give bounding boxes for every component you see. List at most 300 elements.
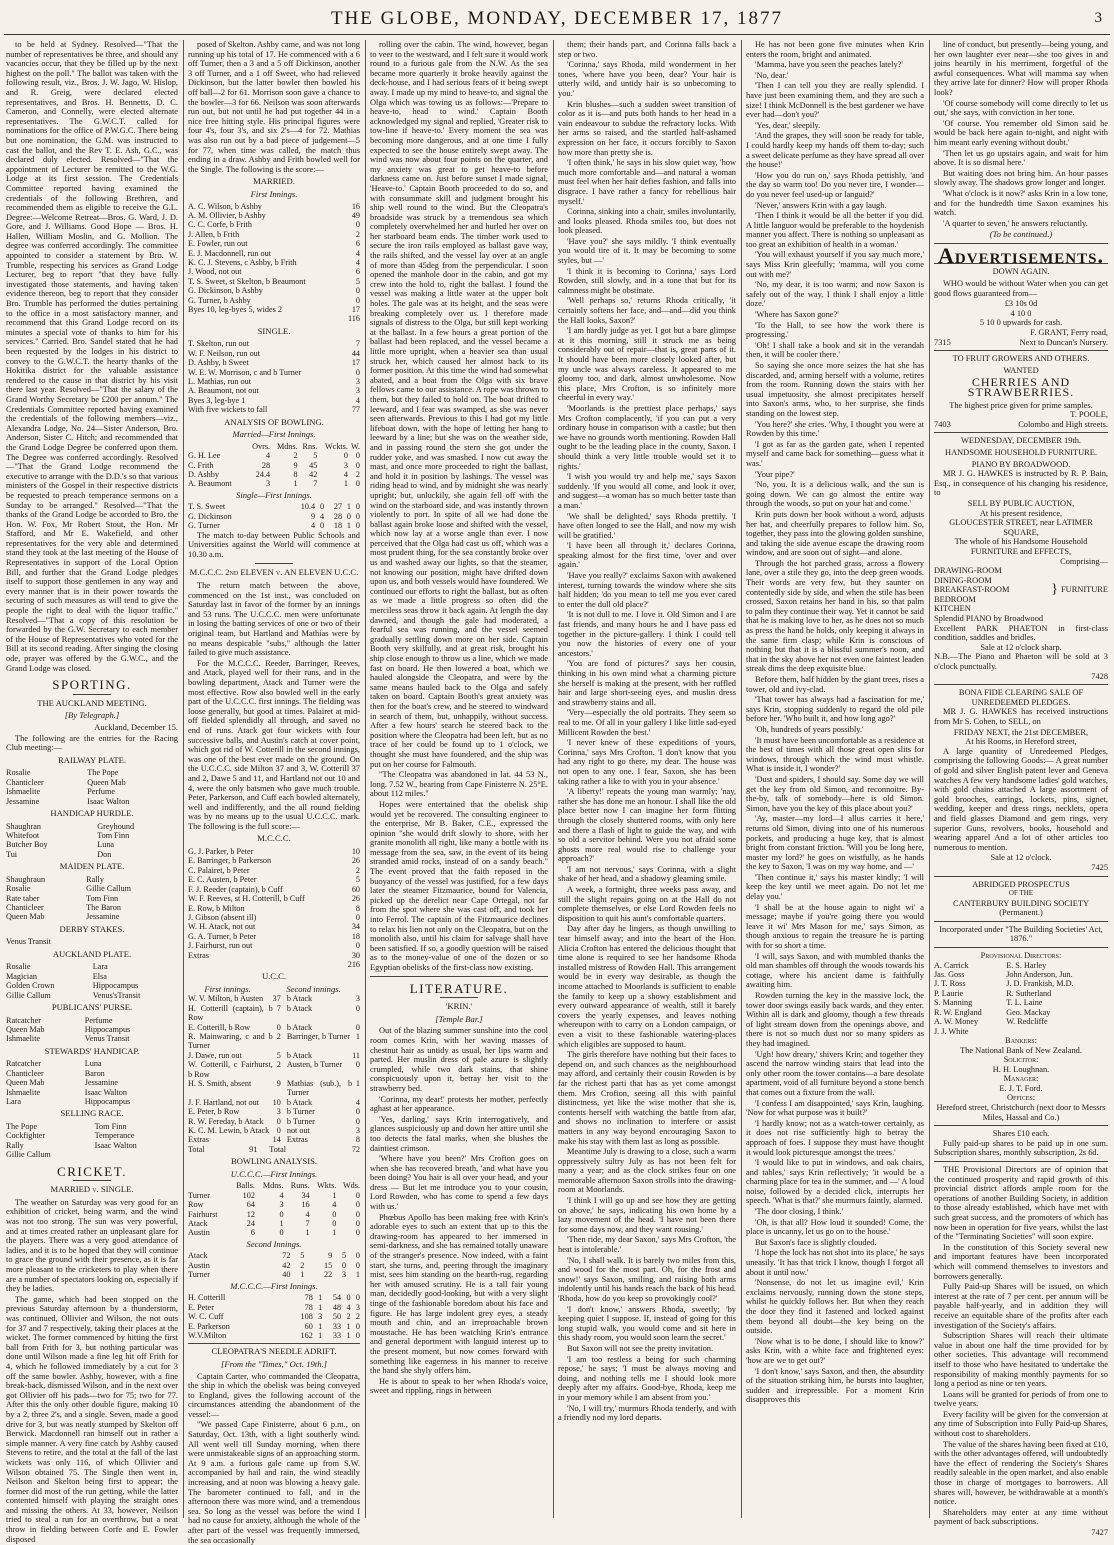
table-cell: 8 bbox=[355, 1135, 360, 1145]
table-cell: 1 bbox=[346, 1330, 351, 1340]
table-cell: b Turner bbox=[286, 1107, 315, 1117]
table-row bbox=[188, 866, 360, 875]
story-col5-p16: 'You here?' she cries. 'Why, I thought you were at Rowden by this time.' bbox=[746, 419, 924, 439]
table-cell: 0 bbox=[355, 1321, 360, 1331]
table-row bbox=[188, 941, 360, 950]
table-cell: 8 bbox=[293, 470, 298, 480]
race-table bbox=[6, 962, 178, 1000]
ad2-wanted: WANTED bbox=[1003, 365, 1039, 375]
race-entry-right: Elsa bbox=[92, 971, 107, 981]
table-cell: 1 bbox=[318, 1293, 323, 1303]
race-row bbox=[6, 1088, 178, 1097]
mccc-para-2: For the M.C.C.C. Reeder, Barringer, Reeves, and Atack, played well for their runs, and in the bowling department, Atack and Turner were the most effective. Row also bowled well in the early part of the U.C.C.C. first innings. The fielding was loose generally, but good at times. Palairet at mid-off fielded splendidly all through, and saved no end of runs. Atack got four wickets with four successive balls, and Austin's catch at cover point, which got rid of W. Cotterill in the second innings, was one of the best ever made on the ground. On the U.C.C.C. side Milton 37 and 3, W. Cotterill 37 and 2, Dawe 5 and 11, and Hartland not out 10 and 4, were the only batsmen who gave much trouble. Peter, Parkerson, and Cuff each bowled alternately, well and indifferently, and the all round fielding was by no means up to the usual U.C.C.C. mark. The following is the full score:— bbox=[188, 658, 360, 831]
table-row bbox=[188, 368, 360, 377]
race-row bbox=[6, 1016, 178, 1025]
table-cell: 0 bbox=[355, 1209, 360, 1219]
race-entry-left: Chanticleer bbox=[6, 903, 44, 912]
table-cell: 0 bbox=[355, 912, 360, 922]
ad3-sub: PIANO BY BROADWOOD. bbox=[971, 459, 1071, 469]
column-rule bbox=[553, 40, 554, 1518]
table-cell: 45 bbox=[309, 460, 318, 470]
table-cell: R. Mainwaring, c and b Turner bbox=[188, 1031, 273, 1051]
table-row bbox=[188, 913, 360, 922]
table-cell: 0 bbox=[355, 1107, 360, 1117]
table-cell: 48 bbox=[332, 1302, 342, 1312]
bowl-table-2 bbox=[188, 1251, 360, 1279]
table-cell: 2 bbox=[355, 229, 360, 239]
ad5-offices: Hereford street, Christchurch (next door to Messrs Miles, Hassal and Co.) bbox=[936, 1103, 1106, 1122]
race-entry-left: Queen Mab bbox=[6, 912, 45, 922]
table-cell: A. Beaumont, not out bbox=[188, 386, 259, 396]
ad5-para-1: THE Provisional Directors are of opinion that the continued prosperity and rapid growth of this provincial district affords ample room for the operations of another Building Society, in addition to those already established, which have met with such great success, and the promoters of which has now been in operation for five years, whilst the last of the "Terminating Societies" will soon expire. bbox=[934, 1165, 1108, 1242]
table-cell: 0 bbox=[355, 1022, 360, 1032]
cricket-para-1: The weather on Saturday was very good for an exhibition of cricket, being warm, and the wind was not too strong. The sun was very powerful, and at times created rather an unpleasant glare for the players. There was a very good attendance of ladies, and it is to be hoped that they will continue to grace the ground with their presence, as it is far more pleasant to the cricketers to play when there are a number of spectators looking on, especially if they be ladies. bbox=[6, 1197, 178, 1294]
table-cell: E. C. Austen, b Peter bbox=[188, 875, 257, 885]
table-cell: E. Peter, b Row bbox=[188, 1107, 240, 1117]
ad5-title: ABRIDGED PROSPECTUS bbox=[972, 879, 1070, 889]
ad4-date: FRIDAY NEXT, the 21st DECEMBER, bbox=[953, 727, 1089, 737]
ad4-items: A large quantity of Unredeemed Pledges, comprising the following Goods:— A great number of gold and silver English patent lever and Geneva watches A few very handsome ladies' gold watches, with gold chains attached A large assortment of gold brooches, earrings, lockets, pins, signet, wedding, keeper and dress rings, necklets, opera and field glasses Diamond and gem rings, very superior Guns, revolvers, books, household and wearing apparel And a lot of other articles too numerous to mention. bbox=[934, 746, 1108, 852]
story-col5-p5: 'Yes, dear,' sleepily. bbox=[755, 120, 821, 130]
story-col5-p21: Through the hot parched grass, across a flowery lane, over a stile they go, into the deep green woods. Their words are very few, but they saunter on contentedly side by side, and when the stile has been crossed, Saxon retains her hand in his, so that palm to palm they continue their way. Yet it cannot be said that he is making love to her, as he does not so much as press the hand he holds, only keeping it always in the same firm clasp; while Krin is conscious of nothing but that it is a blissful summer's noon, and that in the sky above her not even one faintest leaden streak dims the deep exquisite blue. bbox=[746, 558, 924, 674]
table-cell: D. Ashby, b Sweet bbox=[188, 358, 249, 368]
table-cell: b Atack bbox=[286, 1022, 313, 1032]
table-row bbox=[188, 1004, 360, 1023]
literature-heading: LITERATURE. bbox=[409, 980, 509, 996]
race-row bbox=[6, 991, 178, 1000]
to-be-continued: (To be continued.) bbox=[989, 229, 1053, 240]
table-row bbox=[188, 1107, 360, 1116]
ad3-date: WEDNESDAY, DECEMBER 19th. bbox=[960, 436, 1082, 446]
table-row bbox=[188, 358, 360, 367]
race-entry-left: Shaughraun bbox=[6, 874, 46, 884]
table-row bbox=[934, 989, 1108, 998]
table-cell: G. Turner bbox=[188, 521, 220, 531]
story-para-1: Out of the blazing summer sunshine into the cool room comes Krin, with her waving masses of chestnut hair as untidy as usual, her lips warm and parted. Her muslin dress of pale azure is slightly crumpled, while two dark stains, that shine conspicuously upon it, betray her visit to the strawberry bed. bbox=[370, 1026, 548, 1093]
table-cell: 17 bbox=[351, 304, 360, 314]
table-cell: 1 bbox=[343, 479, 348, 489]
story-col6-p2: 'Of course somebody will come directly to let us out,' she says, with conviction in her tone. bbox=[934, 98, 1108, 118]
race-row bbox=[6, 831, 178, 840]
table-row bbox=[188, 894, 360, 903]
table-row bbox=[188, 856, 360, 865]
table-cell: 24 bbox=[246, 1219, 255, 1229]
table-cell: 28 bbox=[261, 460, 271, 470]
table-row bbox=[188, 1098, 360, 1107]
race-row bbox=[6, 1078, 178, 1087]
divider bbox=[934, 1161, 1108, 1162]
table-row bbox=[188, 502, 360, 511]
story-col4-p18: 'I never knew of these expeditions of yours, Corinna,' says Mrs Crofton. 'I don't know that you had any right to go there, my dear. The house was not open to any one. I fear, Saxon, she has been taking rather a like to with you in your absence.' bbox=[558, 738, 736, 786]
race-entry-right: Gillie Callum bbox=[86, 884, 131, 894]
ad2-footer bbox=[934, 420, 1108, 430]
story-col5-p6: 'And the grapes, they will soon be ready for table, I could hardly keep my hands off them to-day; such a sweet delicate perfume as they have spread all over the house!' bbox=[746, 131, 924, 170]
table-cell: T. S. Sweet, st Skelton, b Beaumont bbox=[188, 276, 306, 286]
story-col5-p35: 'I would like to put in windows, and oak chairs, and tables,' says Krin reflectively; 'it would be a charming place for tea in the summer, and —' A loud noise, followed by a decided click, interrupts her speech. 'What is that?' she murmurs faintly, alarmed. bbox=[746, 1158, 924, 1206]
table-row bbox=[188, 442, 360, 451]
race-row bbox=[6, 1122, 178, 1131]
table-cell: 3 bbox=[279, 1200, 284, 1210]
table-cell: A. M. Ollivier, b Ashby bbox=[188, 210, 266, 220]
analysis-sub-2: Single—First Innings. bbox=[236, 489, 312, 500]
ad2-address: Colombo and High streets. bbox=[1018, 419, 1108, 429]
ad1-body: WHO would be without Water when you can get good flows guaranteed from— bbox=[934, 279, 1108, 298]
table-row bbox=[188, 1117, 360, 1126]
race-entry-left: Butcher Boy bbox=[6, 840, 48, 850]
cleopatra-para-1: Captain Carter, who commanded the Cleopatra, the ship in which the obelisk was being conveyed to England, gives the following account of the circumstances attending the abandonment of the vessel:— bbox=[188, 1371, 360, 1419]
table-cell: A. C. Wilson, b Ashby bbox=[188, 201, 262, 211]
table-row bbox=[188, 305, 360, 314]
cleopatra-heading: CLEOPATRA'S NEEDLE ADRIFT. bbox=[211, 1346, 337, 1357]
table-row bbox=[934, 1027, 1108, 1036]
table-cell: 5 bbox=[355, 276, 360, 286]
table-cell: 3 bbox=[341, 1270, 347, 1280]
story-para-5: Phœbus Apollo has been making free with Krin's adorable eyes to such an extent that up to this the drawing-room has appeared to her immersed in semi-darkness, and she has remained totally unaware of the stranger's presence. Now indeed, with a faint start, she turns, and, peering through the imaginary mist, sees him standing on the hearth-rug, regarding her with amused scrutiny. He is a tall fair young man, decidedly good-looking, but with a very slight tinge of the fashionable boredom about his face and figure. He has large indolent grey eyes, a steady mouth and chin, and an irreproachable brown moustache. He has been watching Krin's entrance and general deportment with languid interest up to the present moment, but now comes forward with something like eagerness in his manner to receive the hand she shyly offers him. bbox=[370, 1212, 548, 1376]
story-col5-p17: 'I got as far as the garden gate, when I repented myself and came back for something—guess what it was.' bbox=[746, 439, 924, 468]
table-cell: 0 bbox=[355, 941, 360, 951]
story-col4-p24: Meantime July is drawing to a close, such a warm oppressively sultry July as has not been felt for many a year; and as the clock strikes four on one memorable afternoon Saxon strolls into the drawing-room at Moorlands. bbox=[558, 1147, 736, 1195]
table-cell: b Turner bbox=[286, 1116, 315, 1126]
table-cell: 34 bbox=[301, 1190, 310, 1200]
race-entry-right: Hippocampus bbox=[84, 1097, 131, 1107]
race-entry-right: Isaac Walton bbox=[94, 1140, 137, 1150]
table-cell: not out bbox=[286, 1126, 310, 1136]
story-col4-p25: 'I think I will go up and see how they are getting on above,' he says, indicating his own home by a lazy movement of the head. 'I have not been there for some days now, and they want rousing.' bbox=[558, 1196, 736, 1234]
table-row bbox=[188, 932, 360, 941]
table-cell: R. W. England bbox=[934, 1007, 982, 1017]
table-cell: Jas. Goss bbox=[934, 970, 965, 980]
table-cell: 4 bbox=[355, 395, 360, 405]
table-cell: 11 bbox=[352, 1050, 360, 1060]
table-row bbox=[188, 1051, 360, 1060]
table-cell: T. S. Sweet bbox=[188, 502, 226, 512]
table-cell: 1 bbox=[293, 479, 298, 489]
table-row bbox=[934, 970, 1108, 979]
table-cell: L. Mathias, run out bbox=[188, 377, 251, 386]
table-cell: 0 bbox=[346, 1293, 351, 1303]
race-entry-right: Don bbox=[97, 849, 112, 859]
table-cell: J. T. Ross bbox=[934, 979, 966, 989]
divider bbox=[934, 1125, 1108, 1126]
table-cell: 0 bbox=[320, 502, 325, 512]
married-total-value: 116 bbox=[348, 314, 360, 324]
ad1-address: Next to Duncan's Nursery. bbox=[1019, 337, 1108, 347]
column-rule bbox=[365, 40, 366, 1518]
ad3-piano: Splendid PIANO by Broadwood bbox=[934, 614, 1044, 624]
table-cell: 16 bbox=[301, 1200, 310, 1210]
table-cell: 10 bbox=[351, 847, 360, 857]
table-cell: E. S. Harley bbox=[1006, 960, 1047, 970]
ad5-offices-label: Offices: bbox=[1006, 1093, 1036, 1103]
race-row bbox=[6, 884, 178, 893]
column-rule bbox=[741, 40, 742, 1518]
table-cell: 3 bbox=[276, 1107, 281, 1117]
table-cell: b Atack bbox=[286, 1097, 313, 1107]
story-col4-p13: 'I have been all through it,' declares Corinna, speaking almost for the first time, 'over and over again.' bbox=[558, 541, 736, 570]
ad3-whole: The whole of his Handsome Household FURNITURE and EFFECTS, bbox=[954, 537, 1088, 556]
story-col5-p41: 'Now what is to be done, I should like to know?' asks Krin, with a white face and frightened eyes: 'how are we to get out?' bbox=[746, 1336, 924, 1365]
table-row bbox=[188, 1270, 360, 1279]
table-cell: 0 bbox=[355, 367, 360, 377]
story-col4-p12: 'We shall be delighted,' says Rhoda prettily. 'I have often longed to see the Hall, and now my wish will be gratified.' bbox=[558, 511, 736, 540]
table-cell: 0 bbox=[355, 451, 360, 461]
table-cell: E. Row, b Milton bbox=[188, 903, 245, 913]
table-cell: 3 bbox=[355, 377, 360, 386]
race-table bbox=[6, 1016, 178, 1044]
masthead-title: THE GLOBE, MONDAY, DECEMBER 17, 1877 bbox=[330, 8, 784, 29]
table-cell: 0 bbox=[276, 1022, 281, 1032]
table-cell: 78 bbox=[304, 1293, 313, 1303]
masthead bbox=[0, 0, 1114, 36]
table-row bbox=[188, 875, 360, 884]
table-cell: 6 bbox=[355, 239, 360, 249]
table-cell: 1 bbox=[332, 1190, 337, 1200]
ad1-signature: F. GRANT, Ferry road, bbox=[1030, 328, 1108, 338]
table-row bbox=[188, 1191, 360, 1200]
ad5-of: OF THE bbox=[1008, 889, 1034, 898]
story-col5-p20: Krin puts down her book without a word, adjusts her hat, and cheerfully prepares to follow him. So, together, they pass into the glowing golden sunshine, and taking the side avenue escape the drawing room window, and are soon out of sight—and alone. bbox=[746, 509, 924, 558]
table-cell: 2 bbox=[355, 1312, 360, 1322]
race-table bbox=[6, 937, 178, 946]
table-cell: 0 bbox=[355, 511, 360, 521]
table-cell: 1 bbox=[346, 1321, 351, 1331]
table-cell: 0 bbox=[279, 1209, 284, 1219]
table-cell: 1 bbox=[318, 1302, 323, 1312]
table-cell: 4 bbox=[332, 1200, 337, 1210]
brace-icon: } bbox=[1051, 582, 1058, 598]
table-cell: 102 bbox=[242, 1190, 255, 1200]
table-cell: 24.4 bbox=[255, 470, 271, 480]
table-row bbox=[934, 979, 1108, 988]
table-row bbox=[188, 1210, 360, 1219]
table-cell: W. E. W. Morrison, c and b Turner bbox=[188, 367, 302, 377]
race-entry-left: Ishmaelite bbox=[6, 787, 41, 797]
table-cell: G. J. Parker, b Peter bbox=[188, 847, 254, 857]
race-entry-right: Jessamine bbox=[86, 912, 120, 922]
table-cell: Byes 10, leg-byes 5, wides 2 bbox=[188, 304, 282, 314]
story-col5-p40: 'Nonsense, do not let us imagine evil,' Krin exclaims nervously, running down the stone steps, whilst he quickly follows her. But when they reach the door they find it fastened and locked against them beyond all doubt—the key being on the outside. bbox=[746, 1278, 924, 1336]
table-cell: b Atack bbox=[286, 1003, 313, 1013]
race-entry-right: Perfume bbox=[84, 1015, 113, 1025]
table-cell: 22 bbox=[323, 1270, 333, 1280]
column-rule bbox=[929, 40, 930, 1518]
race-row bbox=[6, 912, 178, 921]
race-entry-left: Rally bbox=[6, 1140, 24, 1150]
ad2-body: The highest price given for prime samples. bbox=[949, 400, 1093, 410]
story-col5-p9: 'Then I think it would be all the better if you did. A little languor would be preferable to the hoydenish manner you affect. There is nothing so unpleasant as too great an exhibition of health in a woman.' bbox=[746, 211, 924, 249]
table-row bbox=[188, 220, 360, 229]
table-cell: A. W. Money bbox=[934, 1017, 979, 1027]
table-cell: Extras bbox=[188, 1135, 209, 1145]
table-cell: 0 bbox=[355, 1060, 360, 1070]
table-cell: 5 bbox=[355, 875, 360, 885]
race-entry-right: Greyhound bbox=[97, 821, 135, 831]
story-col4-p29: But Saxon will not see the pretty invitation. bbox=[567, 1343, 714, 1353]
table-cell: 5 bbox=[276, 1050, 281, 1060]
race-entry-left: Gillie Callum bbox=[6, 990, 51, 1000]
ad4-title: BONA FIDE CLEARING SALE OF UNREDEEMED PLEDGES. bbox=[958, 688, 1084, 707]
ad3-rooms bbox=[934, 566, 1108, 614]
race-row bbox=[6, 797, 178, 806]
married-label: MARRIED. bbox=[253, 176, 295, 187]
table-cell: b Atack bbox=[286, 994, 313, 1004]
table-row bbox=[188, 286, 360, 295]
table-cell: 0 bbox=[355, 1003, 360, 1013]
table-cell: 12 bbox=[246, 1209, 255, 1219]
table-cell: 1 bbox=[332, 1228, 337, 1238]
table-cell: E. Cotterill, b Row bbox=[188, 1022, 251, 1032]
table-cell: 54 bbox=[332, 1293, 342, 1303]
table-cell: 0 bbox=[276, 1126, 281, 1136]
race-table bbox=[6, 875, 178, 922]
race-entry-left: Ishmaelite bbox=[6, 1034, 41, 1044]
table-cell: 1 bbox=[355, 1270, 360, 1280]
ad5-solicitor: H. H. Loughnan. bbox=[992, 1064, 1050, 1074]
table-cell: G. A. Turner, b Peter bbox=[188, 931, 257, 941]
column-3 bbox=[370, 40, 548, 1520]
story-col5-p29: 'I shall be at the house again to night wi' a message; maybe if you're going there you would leave it wi' Mrs Mason for me,' says Simon, as though anxious to regain the treasure he is parting with for so short a time. bbox=[746, 902, 924, 951]
table-cell: 4 bbox=[279, 1190, 284, 1200]
ad3-furniture: FURNITURE bbox=[1061, 585, 1108, 595]
table-cell: Turner bbox=[188, 1270, 210, 1280]
table-row bbox=[188, 349, 360, 358]
story-col5-p37: 'Oh, is that all? How loud it sounded! Come, the place is uncanny, let us go on to the house.' bbox=[746, 1217, 924, 1237]
bowl-sub-3: M.C.C.C.—First Innings. bbox=[230, 1280, 318, 1291]
table-cell: 0 bbox=[279, 1228, 284, 1238]
ad5-bankers-label: Bankers: bbox=[1005, 1035, 1037, 1045]
table-cell: J. Allen, b Frith bbox=[188, 229, 240, 239]
story-para-3: 'Yes, darling,' says Krin interrogatively, and glances suspiciously up and down her attire until she too detects the fatal marks, when she blushes the daintiest crimson. bbox=[370, 1114, 548, 1153]
ad5-number: 7427 bbox=[1091, 1528, 1108, 1537]
cleopatra-para-3: rolling over the cabin. The wind, however, began to veer to the westward, and I felt sure it would work round to a furious gale from the N.W. As the sea became more quarterly it broke heavily against the deck-house, and I had serious fears of it being swept away. I made up my mind to heave-to, and signal the Olga which was towing us as follows:—'Prepare to heave-to, head to wind.' Captain Booth acknowledged my signal and replied, 'Greater risk to tow-line if heave-to.' Every moment the sea was becoming more dangerous, and at one time I fully expected to see the house entirely swept away. The wind was now about four points on the quarter, and my anxiety was great to get heave-to before darkness came on. Just before sunset I made signal, 'Heave-to.' Captain Booth proceeded to do so, and with consummate skill and judgment brought his ship well round to the wind. But the Cleopatra's broadside was struck by a tremendous sea which completely overwhelmed her and hurled her over on her starboard beam ends. The timber work used to secure the iron rails employed as ballast gave way, the rails shifted, and the vessel lay over at an angle of more than 45deg from the perpendicular. I soon opened the manhole door in the cabin, and got my crew into the hold to, right the ballast. I found the vessel was making a little water at the upper bolt holes. The gale was at its height, and the seas were breaking completely over us. I therefore made signals of distress to the Olga, but still kept working at the ballast. In a few hours a great portion of the ballast had been replaced, and the vessel became a little more upright, when a heavier sea than usual struck her, which caused her almost back to its former position. At this time the wind had somewhat abated, and a boat from the Olga with six brave fellows came to our assistance. A rope was thrown to them, but they failed to hold on. The boat drifted to leeward, and I fear was swamped, as she was never seen afterwards. Previous to this I had got my little lifeboat down, with the hope of letting her hang to leeward by a line; but she was on the weather side, and in passing round the stern she got under the rudder yoke, and was smashed. I now cut away the mast, and once more proceeded to right the ballast, and hold it in position by lashings. The vessel was riding head to wind, and by midnight she was nearly upright; but, unluckily, she again fell off with the wind on the starboard side, and was instantly thrown violently to port. In spite of all we had done the ballast again broke loose and shifted with the vessel, which now lay at a worse angle than ever. I now perceived that the Olga had cast us off, which was a most prudent thing, for the sea constantly broke over us and washed away our lights, so that the steamer, not knowing our position, might have drifted down upon us, and both vessels would have foundered. We continued our efforts to right the ballast, but as often as we made a little progress so often did the merciless seas throw it back again. At length the day dawned, and though the gale had moderated, a fearful sea was running, and the vessel seemed gradually settling down more on her side. Captain Booth very skilfully, and at great risk, brought his ship close enough to throw us a line, which we made fast on board. He then lowered a boat, which we hauled alongside the Cleopatra, and were by the same means hauled back to the Olga and safely taken on board. Captain Booth's great anxiety was then for the boat's crew, and he steered to windward in search of them, but, unhappily, without success. After a few hours' search he steered back to the position where the Cleopatra had been left, but as no trace of her could be found up to 1 o'clock, we thought she must have foundered, and the ship was put on her course for Falmouth. bbox=[370, 40, 548, 769]
story-col4-p8: 'Well perhaps so,' returns Rhoda critically, 'it certainly softens her face, and—and—did you think the Hall looks, Saxon?' bbox=[558, 296, 736, 325]
table-cell: J. J. White bbox=[934, 1026, 969, 1036]
table-cell: 42 bbox=[282, 1260, 291, 1270]
table-cell: 3 bbox=[355, 994, 360, 1004]
table-cell: 0 bbox=[355, 286, 360, 296]
story-col5-p8: 'Never,' answers Krin with a gay laugh. bbox=[755, 200, 887, 210]
mccc-total-value: 216 bbox=[347, 959, 360, 969]
table-cell: H. Cotterill (captain), b Row bbox=[188, 1003, 273, 1023]
table-cell: A. Beaumont bbox=[188, 479, 232, 489]
ad5-perm: (Permanent.) bbox=[999, 908, 1043, 918]
table-cell: Row bbox=[188, 1200, 204, 1210]
table-cell: 2 bbox=[293, 451, 298, 461]
cricket-para-2: The game, which had been stopped on the previous Saturday afternoon by a thunderstorm, was continued, Ollivier and Wilson, the not outs for 37 and 7 respectively, taking their places at the wicket. The former commenced by hitting the first ball from Frith for 3, but nothing particular was done until Wilson made a fine leg hit off Frith for 4, which he followed immediately by a cut for 3 off the same bowler. Ashby, however, with a fine break-back, dismissed Wilson, and in the next over got Ollivier off his pads—two for 75; two for 77. After this the only other double figure, making 10 by a 2, three 2's, and a single. Seven, made a good drive for 3, but was neatly stumped by Skelton off Berwick. Macdonnell ran himself out in rather a simple manner. A very fine catch by Ashby caused Stevens to retire, and the total at the fall of the last wickets was only 116, of which Ollivier and Wilson obtained 75. The Single then went in, Neilson and Skelton being first to appear; the former did most of the run getting, while the latter contented himself with playing the straight ones and missing the others. At 33, however, Neilson tried to steal a run for an overthrow, but a neat throw in fielding between Corfe and E. Fowler disposed bbox=[6, 1294, 178, 1544]
page-number: 3 bbox=[1094, 10, 1102, 26]
ad5-para-4: Subscription Shares will reach their ultimate value in about one half the time provided for by other societies. This advantage will recommend itself to those who have hesitated to undertake the responsibility of making monthly payments for so long a period as nine or ten years. bbox=[934, 1331, 1108, 1389]
table-cell: W. Redcliffe bbox=[1006, 1017, 1048, 1027]
table-cell: W. F. Reeves, st H. Cotterill, b Cuff bbox=[188, 894, 305, 904]
table-row bbox=[188, 339, 360, 348]
table-cell: Wkts. bbox=[317, 1181, 337, 1191]
room-item: KITCHEN bbox=[934, 604, 971, 614]
table-cell: John Anderson, Jun. bbox=[1006, 970, 1073, 980]
story-col5-p42: 'I don't know,' says Saxon, and then, the absurdity of the situation striking him, he bursts into laughter, sudden and irrepressible. For a moment Krin disapproves this bbox=[746, 1366, 924, 1405]
race-entry-left: Cockfighter bbox=[6, 1131, 46, 1141]
story-col6-p5: But waiting does not bring him. An hour passes slowly away. The shadows grow longer and longer. bbox=[934, 168, 1108, 188]
story-col5-p38: But Saxon's face is slightly clouded. bbox=[755, 1237, 877, 1247]
story-col6-p1: line of conduct, but presently—being young, and her own laughter ever near—she too gives in and joins heartily in his merriment, forgetful of the awful consequences. What will mamma say when they arrive late for dinner? How will proper Rhoda look? bbox=[934, 40, 1108, 97]
race-row bbox=[6, 1131, 178, 1140]
table-cell: W. V. Milton, b Austen bbox=[188, 994, 264, 1004]
bowling-analysis-label: ANALYSIS OF BOWLING. bbox=[224, 416, 324, 427]
ad1-footer bbox=[934, 338, 1108, 348]
bowl-label: BOWLING ANALYSIS. bbox=[230, 1156, 318, 1167]
story-col5-p28: 'Then continue it,' says his master kindly; 'I will keep the key until we meet again. Do not let me delay you.' bbox=[746, 872, 924, 902]
story-col4-p20: 'I am not nervous,' says Corinna, with a slight shake of her head, and a shadowy gleaming smile. bbox=[558, 864, 736, 884]
race-table bbox=[6, 768, 178, 806]
story-para-6: He is about to speak to her when Rhoda's voice, sweet and rippling, rings in between bbox=[370, 1376, 548, 1396]
table-cell: 6 bbox=[355, 267, 360, 277]
table-cell: 1 bbox=[318, 1321, 323, 1331]
race-entry-right: Jessamine bbox=[84, 1078, 118, 1088]
table-cell: G. H. Lee bbox=[188, 451, 221, 461]
ad3-at: At his present residence, bbox=[979, 508, 1063, 518]
table-cell: 8 bbox=[355, 903, 360, 913]
story-col5-p39: 'I hope the lock has not shot into its place,' he says uneasily. 'It has that trick I know, though I forgot all about it until now.' bbox=[746, 1248, 924, 1277]
ad5-para-6: Every facility will be given for the conversion at any time of Subscription into Fully Paid-up Shares, without cost to shareholders. bbox=[934, 1409, 1108, 1439]
ad5-paid: Fully paid-up shares to be paid up in one sum. Subscription shares, monthly subscription, 2s 6d. bbox=[934, 1138, 1108, 1158]
table-cell: 18 bbox=[351, 931, 360, 941]
table-cell: K. C. J. Stevens, c Ashby, b Frith bbox=[188, 257, 297, 267]
ad5-bankers: The National Bank of New Zealand. bbox=[960, 1045, 1082, 1055]
table-cell: E. Fowler, run out bbox=[188, 239, 248, 249]
race-entry-right: Hippocampus bbox=[84, 1025, 131, 1035]
table-cell: E. Parkerson bbox=[188, 1321, 230, 1331]
story-col5-p23: 'That tower has always had a fascination for me,' says Krin, stopping suddenly to regard the old pile before her. 'Who built it, and how long ago?' bbox=[746, 695, 924, 724]
story-col4-p16: 'You are fond of pictures?' says her cousin, thinking in his own mind what a charming picture she herself is making at the present, with her ruffled hair and large short-seeing eyes, and muslin dress and strawberry stains and all. bbox=[558, 659, 736, 707]
race-entry-right: Lara bbox=[92, 962, 108, 972]
table-cell: 0 bbox=[355, 1228, 360, 1238]
table-cell: 0 bbox=[355, 295, 360, 305]
table-cell: 4 bbox=[311, 521, 316, 531]
table-row bbox=[188, 1181, 360, 1190]
table-row bbox=[188, 904, 360, 913]
race-entry-right: Baron bbox=[84, 1068, 105, 1078]
table-cell: E. Peter bbox=[188, 1302, 214, 1312]
table-row bbox=[188, 1228, 360, 1237]
story-col5-p7: 'How you do run on,' says Rhoda pettishly, 'and the day so warm too! Do you never tire, I wonder—do you never feel used-up or languid?' bbox=[746, 170, 924, 199]
table-cell: 0 bbox=[346, 511, 351, 521]
table-cell: T. Skelton, run out bbox=[188, 339, 250, 349]
table-cell: 14 bbox=[272, 1135, 281, 1145]
table-cell: Extras bbox=[188, 950, 209, 960]
race-table bbox=[6, 822, 178, 860]
story-col4-p19: 'A liberty!' repeats the young man warmly; 'nay, rather she has done me an honour. I shall like the old place better now I can imagine her form flitting through the closely shuttered rooms, with only here and there a flash of light to guide the way, and with so old a servitor behind. Were you not afraid some ghosts more real would rise to challenge your approach?' bbox=[558, 787, 736, 864]
cleopatra-para-2: "We passed Cape Finisterre, about 6 p.m., on Saturday, Oct. 13th, with a light southerly wind. All went well till Sunday morning, when there were unmistakeable signs of an approaching storm. At 9 a.m. a furious gale came up from S.W. accompanied by hail and rain, the wind steadily increasing, and at noon was blowing a heavy gale. The barometer continued to fall, and in the afternoon there was more wind, and a tremendous sea. So long as the vessel was before the wind I had no cause for anxiety, although the whole of the after part of the vessel was frequently immersed, the sea occasionally bbox=[188, 1420, 360, 1545]
divider bbox=[934, 947, 1108, 948]
table-cell: K. C. M. Lewin, b Atack bbox=[188, 1126, 270, 1136]
race-entry-left: Golden Crown bbox=[6, 981, 55, 991]
story-col5-p34: 'I hardly know; not as a watch-tower certainly, as it does not rise sufficiently high to betray the approach of foes. I suppose they must have thought it would look picturesque amongst the trees.' bbox=[746, 1118, 924, 1157]
table-cell: Mdns. bbox=[276, 441, 298, 451]
married-total bbox=[188, 314, 360, 323]
table-cell: 0 bbox=[355, 1219, 360, 1229]
column-4 bbox=[558, 40, 736, 1520]
ad5-para-5: Loans will be granted for periods of from one to twelve years. bbox=[934, 1389, 1108, 1409]
table-cell: E. J. Macdonnell, run out bbox=[188, 248, 271, 258]
race-name: AUCKLAND PLATE. bbox=[52, 948, 132, 959]
auckland-heading: THE AUCKLAND MEETING. bbox=[37, 697, 147, 708]
table-cell: 0 bbox=[355, 502, 360, 512]
table-cell: J. Fairhurst, run out bbox=[188, 941, 253, 951]
race-entry-left: Magician bbox=[6, 971, 37, 981]
race-entry-right: Temperance bbox=[94, 1131, 135, 1141]
table-cell: G. Dickinson bbox=[188, 511, 232, 521]
table-cell: 0 bbox=[332, 1209, 337, 1219]
race-row bbox=[6, 822, 178, 831]
